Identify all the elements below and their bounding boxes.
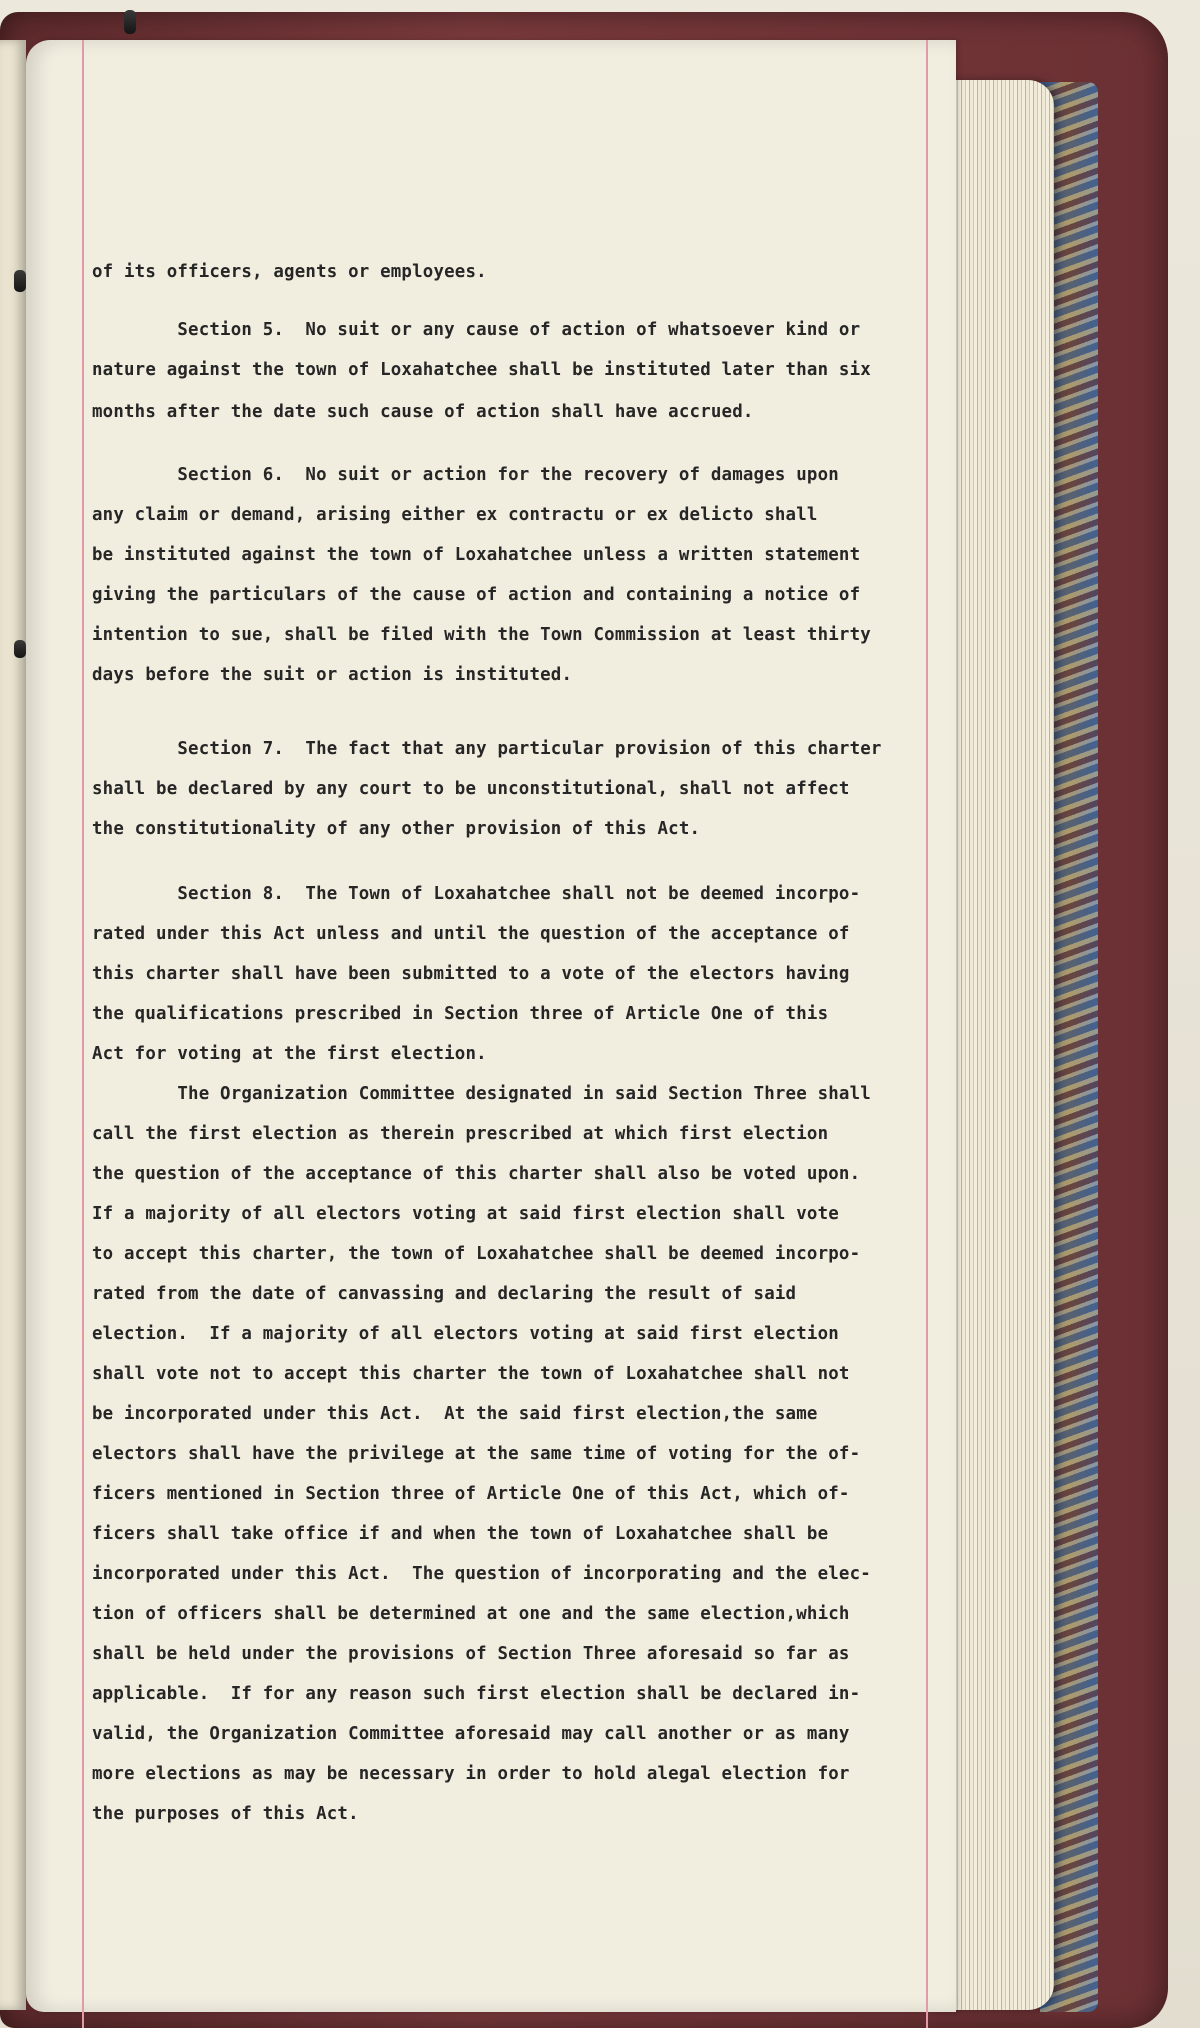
text-line: to accept this charter, the town of Loxahatchee shall be deemed incorpo- (92, 1244, 861, 1264)
text-line: be instituted against the town of Loxahatchee unless a written statement (92, 545, 861, 565)
text-line: the constitutionality of any other provision of this Act. (92, 819, 701, 839)
text-line: the question of the acceptance of this charter shall also be voted upon. (92, 1164, 861, 1184)
text-line: applicable. If for any reason such first election shall be declared in- (92, 1684, 861, 1704)
facing-page-sliver (0, 40, 26, 2010)
text-line: Section 8. The Town of Loxahatchee shall not be deemed incorpo- (92, 884, 861, 904)
text-line: shall be declared by any court to be unconstitutional, shall not affect (92, 779, 850, 799)
text-line: rated from the date of canvassing and declaring the result of said (92, 1284, 797, 1304)
text-line: be incorporated under this Act. At the said first election,the same (92, 1404, 818, 1424)
text-line: of its officers, agents or employees. (92, 262, 487, 282)
binding-clip (124, 10, 136, 34)
text-line: this charter shall have been submitted to a vote of the electors having (92, 964, 850, 984)
text-line: intention to sue, shall be filed with the Town Commission at least thirty (92, 625, 871, 645)
binding-clip (14, 640, 26, 658)
text-line: incorporated under this Act. The question of incorporating and the elec- (92, 1564, 871, 1584)
text-line: shall be held under the provisions of Section Three aforesaid so far as (92, 1644, 850, 1664)
text-line: call the first election as therein prescribed at which first election (92, 1124, 829, 1144)
text-line: ficers mentioned in Section three of Article One of this Act, which of- (92, 1484, 850, 1504)
text-line: valid, the Organization Committee aforesaid may call another or as many (92, 1724, 850, 1744)
text-line: any claim or demand, arising either ex contractu or ex delicto shall (92, 505, 818, 525)
text-line: months after the date such cause of action shall have accrued. (92, 402, 754, 422)
text-line: the purposes of this Act. (92, 1804, 359, 1824)
binding-clip (14, 270, 26, 292)
text-line: Section 5. No suit or any cause of action of whatsoever kind or (92, 320, 861, 340)
text-line: shall vote not to accept this charter the town of Loxahatchee shall not (92, 1364, 850, 1384)
text-line: election. If a majority of all electors voting at said first election (92, 1324, 839, 1344)
text-line: nature against the town of Loxahatchee shall be instituted later than six (92, 360, 871, 380)
text-line: Section 6. No suit or action for the recovery of damages upon (92, 465, 839, 485)
text-line: days before the suit or action is instituted. (92, 665, 573, 685)
text-line: Act for voting at the first election. (92, 1044, 487, 1064)
left-margin-rule (82, 40, 84, 2028)
text-line: The Organization Committee designated in said Section Three shall (92, 1084, 871, 1104)
text-line: giving the particulars of the cause of action and containing a notice of (92, 585, 861, 605)
text-line: the qualifications prescribed in Section three of Article One of this (92, 1004, 829, 1024)
text-line: tion of officers shall be determined at one and the same election,which (92, 1604, 850, 1624)
typed-text-body (92, 258, 942, 1824)
text-line: Section 7. The fact that any particular provision of this charter (92, 739, 882, 759)
text-line: If a majority of all electors voting at said first election shall vote (92, 1204, 839, 1224)
text-line: electors shall have the privilege at the same time of voting for the of- (92, 1444, 861, 1464)
text-line: more elections as may be necessary in order to hold alegal election for (92, 1764, 850, 1784)
text-line: rated under this Act unless and until the question of the acceptance of (92, 924, 850, 944)
text-line: ficers shall take office if and when the town of Loxahatchee shall be (92, 1524, 829, 1544)
